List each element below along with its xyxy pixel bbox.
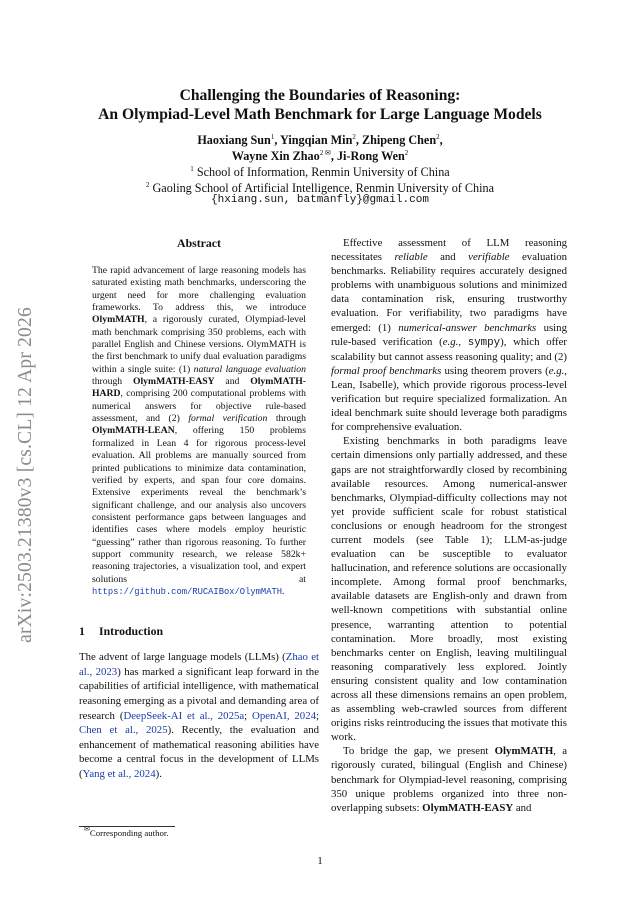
author-name: Ji-Rong Wen: [336, 149, 405, 163]
github-link[interactable]: https://github.com/RUCAIBox/OlymMATH: [92, 586, 283, 597]
citation-link[interactable]: Yang et al., 2024: [82, 768, 156, 781]
author-name: Haoxiang Sun: [197, 133, 271, 147]
author-name: Yingqian Min: [279, 133, 353, 147]
abstract-heading: Abstract: [177, 236, 221, 250]
author-name: Zhipeng Chen: [361, 133, 437, 147]
footnote-text: Corresponding author.: [89, 828, 169, 838]
affiliation-text: Gaoling School of Artificial Intelligence, Renmin University of China: [152, 181, 495, 195]
author-name: Wayne Xin Zhao: [231, 149, 320, 163]
author-list: [60, 132, 580, 164]
author-affiliation-mark: 2 ✉: [319, 149, 331, 157]
arxiv-identifier-text: arXiv:2503.21380v3 [cs.CL] 12 Apr 2026: [15, 307, 36, 643]
arxiv-identifier: [6, 270, 46, 680]
citation-link[interactable]: Zhao et al., 2023: [79, 651, 319, 678]
left-column: [79, 236, 319, 782]
affiliation-mark: 2: [145, 181, 150, 189]
affiliations: [60, 164, 580, 196]
paragraph-evaluation-benchmarks: Effective assessment of LLM reasoning necessitates reliable and verifiable evaluation benchmarks. Reliability requires accurately designed problems with unambiguous solutions and minimized data contamination risk, ensuring trustworthy evaluation. For verifiability, two paradigms have emerged: (1) numerical-answer benchmarks using rule-based verification (e.g., sympy), which offer scalability but cannot assess reasoning quality; and (2) formal proof benchmarks using theorem provers (e.g., Lean, Isabelle), which provide rigorous process-level verification but require specialized formalization. An ideal benchmark suite should leverage both paradigms for comprehensive evaluation.: [331, 237, 567, 434]
footnote-mark: ✉: [84, 825, 90, 833]
paragraph-olymmath-intro: To bridge the gap, we present OlymMATH, a rigorously curated, bilingual (English and Chinese) benchmark for Olympiad-level reasoning, comprising 350 unique problems organized into three non-overlapping subsets: OlymMATH-EASY and: [331, 745, 567, 814]
page-number: 1: [317, 855, 323, 867]
abstract-text: The rapid advancement of large reasoning models has saturated existing math benchmarks, underscoring the urgent need for more challenging evaluation frameworks. To address this, we introduce OlymMATH, a rigorously curated, Olympiad-level math benchmark comprising 350 problems, each with parallel English and Chinese versions. OlymMATH is the first benchmark to unify dual evaluation paradigms within a single suite: (1) natural language evaluation through OlymMATH-EASY and OlymMATH-HARD, comprising 200 computational problems with numerical answers for objective rule-based assessment, and (2) formal verification through OlymMATH-LEAN, offering 150 problems formalized in Lean 4 for rigorous process-level evaluation. All problems are manually sourced from printed publications to minimize data contamination, verified by experts, and span four core domains. Extensive experiments reveal the benchmark’s significant challenge, and our analysis also uncovers consistent performance gaps between languages and identifies cases where models employ heuristic “guessing” rather than rigorous reasoning. To further support community research, we release 582k+ reasoning trajectories, a visualization tool, and expert solutions at https://github.com/RUCAIBox/OlymMATH.: [92, 265, 306, 597]
author-affiliation-mark: 1: [270, 133, 275, 141]
affiliation-1: [60, 164, 580, 180]
authors-line-1: Haoxiang Sun$^1$, Yingqian Min$^2$, Zhipeng Chen$^2$,: [197, 133, 443, 147]
introduction-paragraph: The advent of large language models (LLMs) (Zhao et al., 2023) has marked a significant leap forward in the capabilities of artificial intelligence, with mathematical reasoning emerging as a pivotal and demanding area of research (DeepSeek-AI et al., 2025a; OpenAI, 2024; Chen et al., 2025). Recently, the evaluation and enhancement of mathematical reasoning abilities have become a central focus in the development of LLMs (Yang et al., 2024).: [79, 651, 320, 781]
authors-line-2: Wayne Xin Zhao$^{2 ✉}$, Ji-Rong Wen$^2$: [231, 149, 409, 163]
title-line-1: Challenging the Boundaries of Reasoning:: [179, 87, 461, 104]
title-line-2: An Olympiad-Level Math Benchmark for Large Language Models: [98, 106, 542, 123]
right-column: [331, 236, 567, 815]
author-affiliation-mark: 2: [436, 133, 440, 141]
footnote-divider: [79, 826, 175, 827]
footnote: [84, 825, 169, 838]
paper-title: [60, 86, 580, 124]
section-title: Introduction: [99, 624, 164, 639]
section-heading-introduction: [79, 624, 319, 639]
citation-link[interactable]: Chen et al., 2025: [79, 724, 168, 737]
citation-link[interactable]: DeepSeek-AI et al., 2025a: [123, 709, 245, 722]
section-number: 1: [79, 624, 85, 639]
affiliation-mark: 1: [190, 165, 194, 173]
paragraph-existing-benchmarks: Existing benchmarks in both paradigms leave certain dimensions only partially addressed, and these gaps are not straightforwardly closed by recombining available resources. Among numerical-answer benchmarks, Olympiad-difficulty collections may not yet provide sufficient scale for robust statistical conclusions or enough headroom for the strongest current models (see Table 1); LLM-as-judge evaluation can be susceptible to evaluator hallucination, and reference solutions are occasionally incomplete. Among formal proof benchmarks, available datasets are English-only and drawn from well-known competitions with substantial online presence, warranting attention to potential contamination. More broadly, most existing benchmarks center on English, leaving multilingual reasoning comparatively less explored. Jointly ensuring consistent quality and low contamination across all these dimensions remains an open problem, as assembling web-crawled sources from different origins risks reintroducing the issues that motivate this work.: [331, 435, 568, 744]
affiliation-text: School of Information, Renmin University of China: [196, 165, 450, 179]
author-affiliation-mark: 2: [352, 133, 356, 141]
citation-link[interactable]: OpenAI, 2024: [252, 709, 316, 722]
contact-email: {hxiang.sun, batmanfly}@gmail.com: [211, 194, 429, 206]
author-affiliation-mark: 2: [404, 149, 409, 157]
